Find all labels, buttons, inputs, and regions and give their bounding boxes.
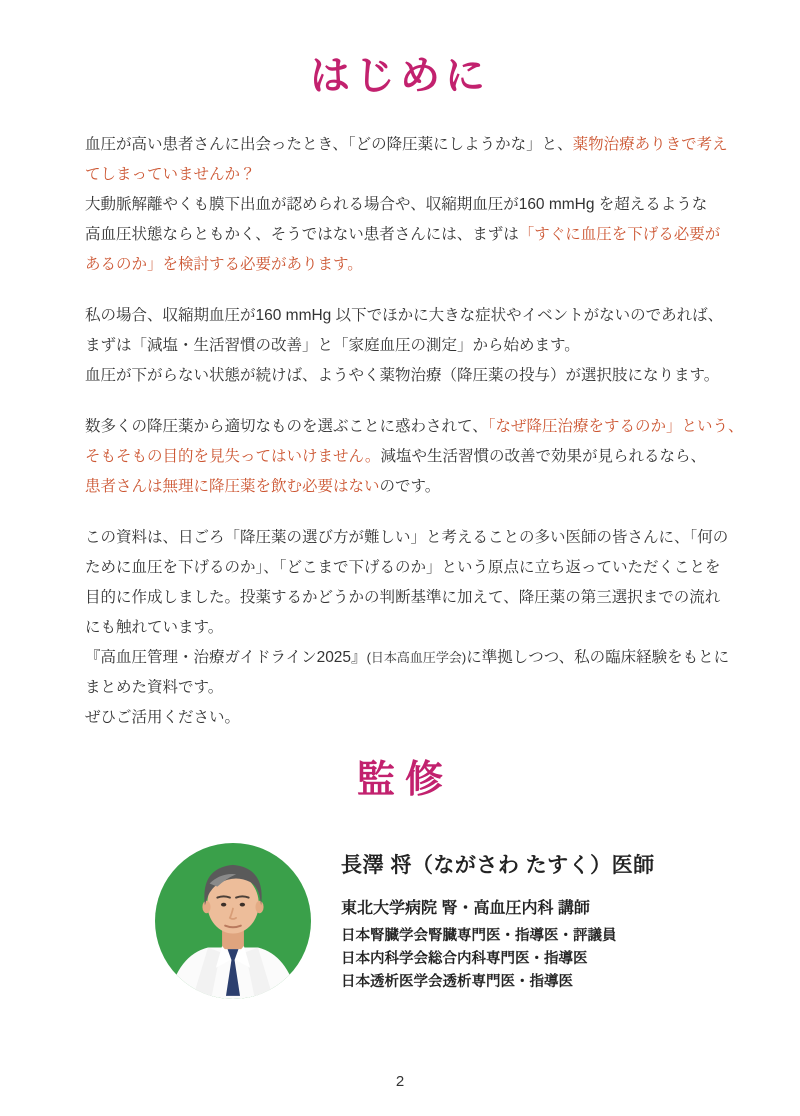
- supervisor-profile: [155, 843, 800, 999]
- paragraph: 私の場合、収縮期血圧が160 mmHg 以下でほかに大きな症状やイベントがないのであれば、 まずは「減塩・生活習慣の改善」と「家庭血圧の測定」から始めます。 血圧が下がらない状態が続けば、ようやく薬物治療（降圧薬の投与）が選択肢になります。: [85, 307, 724, 384]
- credential-line: 日本内科学会総合内科専門医・指導医: [341, 950, 588, 967]
- doctor-photo: [155, 843, 311, 999]
- supervision-heading: 監修: [356, 759, 453, 801]
- credential-line: 日本透析医学会透析専門医・指導医: [341, 973, 573, 990]
- paragraph: 血圧が高い患者さんに出会ったとき、「どの降圧薬にしようかな」と、薬物治療ありきで考え てしまっていませんか？ 大動脈解離やくも膜下出血が認められる場合や、収縮期血圧が160 mmHg を超えるような 高血圧状態ならともかく、そうではない患者さんには、まずは「すぐに血圧を下げる必要が あるのか」を検討する必要があります。: [85, 136, 728, 273]
- paragraph: 数多くの降圧薬から適切なものを選ぶことに惑わされて、「なぜ降圧治療をするのか」という、 そもそもの目的を見失ってはいけません。減塩や生活習慣の改善で効果が見られるなら、 患者さんは無理に降圧薬を飲む必要はないのです。: [85, 418, 744, 495]
- page-title: はじめに: [310, 54, 490, 98]
- supervisor-affiliation: 東北大学病院 腎・高血圧内科 講師: [341, 899, 590, 917]
- page-number: 2: [395, 1073, 405, 1090]
- supervisor-text-block: [341, 843, 655, 994]
- paragraph: この資料は、日ごろ「降圧薬の選び方が難しい」と考えることの多い医師の皆さんに、「何の ために血圧を下げるのか」、「どこまで下げるのか」という原点に立ち返っていただくことを 目的に作成しました。投薬するかどうかの判断基準に加えて、降圧薬の第三選択までの流れ にも触れています。 『高血圧管理・治療ガイドライン2025』(日本高血圧学会)に準拠しつつ、私の臨床経験をもとに まとめた資料です。 ぜひご活用ください。: [85, 529, 730, 726]
- body-text: [85, 130, 744, 733]
- supervisor-credentials: [341, 925, 655, 994]
- credential-line: 日本腎臓学会腎臓専門医・指導医・評議員: [341, 927, 617, 944]
- supervisor-name: 長澤 将（ながさわ たすく）医師: [341, 853, 655, 877]
